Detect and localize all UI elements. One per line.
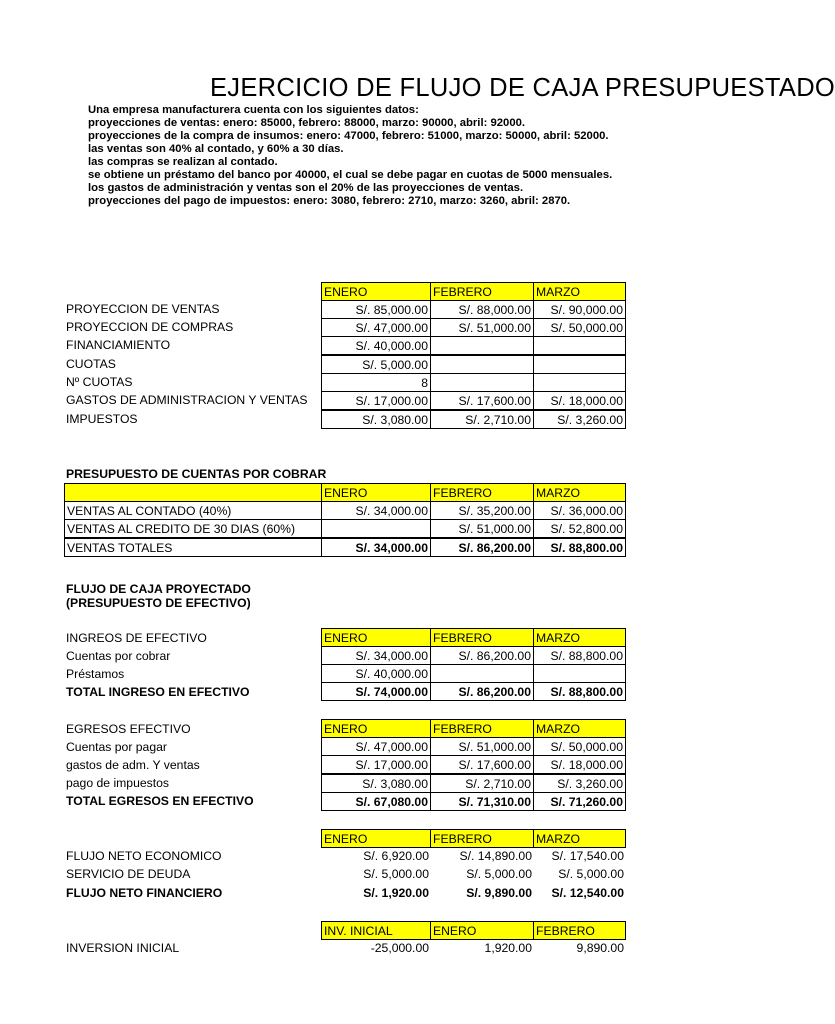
cell-value[interactable]: S/. 18,000.00 <box>533 391 626 410</box>
cell-value[interactable]: S/. 40,000.00 <box>321 664 431 683</box>
header-marzo[interactable]: MARZO <box>533 719 626 738</box>
cell-value[interactable] <box>533 664 626 683</box>
cell-value[interactable]: S/. 2,710.00 <box>430 410 534 429</box>
cell-value[interactable]: 9,890.00 <box>576 941 624 955</box>
row-label: pago de impuestos <box>66 776 169 790</box>
row-label: PROYECCION DE VENTAS <box>66 302 220 316</box>
cell-value[interactable]: S/. 6,920.00 <box>363 849 429 863</box>
cell-value[interactable]: S/. 52,800.00 <box>533 519 626 538</box>
cell-value[interactable]: S/. 18,000.00 <box>533 755 626 774</box>
cell-value[interactable] <box>533 355 626 374</box>
egresos-title: EGRESOS EFECTIVO <box>66 722 191 736</box>
intro-line: Una empresa manufacturera cuenta con los siguientes datos: <box>88 104 419 116</box>
cell-value[interactable]: S/. 36,000.00 <box>533 501 626 520</box>
row-label: SERVICIO DE DEUDA <box>66 867 191 881</box>
cell-value[interactable]: S/. 12,540.00 <box>551 886 624 900</box>
cell-value[interactable]: S/. 86,200.00 <box>430 682 534 701</box>
header-enero[interactable]: ENERO <box>321 628 431 647</box>
cell-value[interactable]: S/. 1,920.00 <box>363 886 429 900</box>
header-marzo[interactable]: MARZO <box>533 483 626 502</box>
row-label[interactable]: VENTAS AL CREDITO DE 30 DIAS (60%) <box>64 519 322 538</box>
cell-value[interactable]: S/. 2,710.00 <box>430 774 534 793</box>
cell-value[interactable]: S/. 5,000.00 <box>363 867 429 881</box>
row-label: GASTOS DE ADMINISTRACION Y VENTAS <box>66 393 308 407</box>
intro-line: las ventas son 40% al contado, y 60% a 30 días. <box>88 143 344 155</box>
cell-value[interactable]: 8 <box>321 373 431 392</box>
row-label: FINANCIAMIENTO <box>66 338 171 352</box>
header-enero[interactable]: ENERO <box>321 719 431 738</box>
cell-value[interactable] <box>321 519 431 538</box>
cell-value[interactable]: S/. 35,200.00 <box>430 501 534 520</box>
cell-value[interactable]: S/. 88,800.00 <box>533 538 626 557</box>
section-title-flujo: FLUJO DE CAJA PROYECTADO <box>66 582 251 596</box>
header-febrero[interactable]: FEBRERO <box>533 921 626 940</box>
cell-value[interactable]: S/. 88,800.00 <box>533 682 626 701</box>
header-febrero[interactable]: FEBRERO <box>430 282 534 301</box>
intro-line: proyecciones del pago de impuestos: enero: 3080, febrero: 2710, marzo: 3260, abril: 2870. <box>88 195 571 207</box>
cell-value[interactable]: S/. 5,000.00 <box>321 355 431 374</box>
cell-value[interactable]: S/. 86,200.00 <box>430 646 534 665</box>
row-label: TOTAL INGRESO EN EFECTIVO <box>66 685 250 699</box>
row-label: FLUJO NETO FINANCIERO <box>66 886 223 900</box>
cell-value[interactable]: S/. 88,000.00 <box>430 300 534 319</box>
intro-line: las compras se realizan al contado. <box>88 156 278 168</box>
cell-value[interactable]: S/. 40,000.00 <box>321 336 431 355</box>
cell-value[interactable]: S/. 17,600.00 <box>430 391 534 410</box>
cell-value[interactable] <box>430 373 534 392</box>
cell-value[interactable]: S/. 3,080.00 <box>321 410 431 429</box>
cell-value[interactable]: S/. 71,310.00 <box>430 792 534 811</box>
header-febrero[interactable]: FEBRERO <box>430 628 534 647</box>
header-febrero[interactable]: FEBRERO <box>430 829 534 848</box>
row-label: Préstamos <box>66 667 125 681</box>
cell-value[interactable]: S/. 47,000.00 <box>321 318 431 337</box>
row-label: CUOTAS <box>66 357 116 371</box>
document-title: EJERCICIO DE FLUJO DE CAJA PRESUPUESTADO <box>210 74 835 102</box>
cell-value[interactable]: S/. 5,000.00 <box>558 867 624 881</box>
cell-value[interactable]: S/. 9,890.00 <box>466 886 532 900</box>
header-febrero[interactable]: FEBRERO <box>430 719 534 738</box>
cell-value[interactable] <box>430 355 534 374</box>
row-label[interactable]: VENTAS AL CONTADO (40%) <box>64 501 322 520</box>
cell-value[interactable]: S/. 51,000.00 <box>430 737 534 756</box>
cell-value[interactable]: S/. 17,600.00 <box>430 755 534 774</box>
row-label: Cuentas por cobrar <box>66 649 171 663</box>
cell-value[interactable]: S/. 51,000.00 <box>430 318 534 337</box>
cell-value[interactable]: 1,920.00 <box>484 941 532 955</box>
cell-value[interactable]: S/. 5,000.00 <box>466 867 532 881</box>
cell-value[interactable] <box>430 664 534 683</box>
ingresos-title: INGREOS DE EFECTIVO <box>66 631 207 645</box>
cell-value[interactable]: S/. 71,260.00 <box>533 792 626 811</box>
cell-value[interactable]: S/. 34,000.00 <box>321 646 431 665</box>
cell-value[interactable]: S/. 3,260.00 <box>533 774 626 793</box>
header-enero[interactable]: ENERO <box>321 483 431 502</box>
row-label: FLUJO NETO ECONOMICO <box>66 849 222 863</box>
cell-value[interactable]: S/. 34,000.00 <box>321 501 431 520</box>
header-enero[interactable]: ENERO <box>321 282 431 301</box>
cell-value[interactable]: S/. 90,000.00 <box>533 300 626 319</box>
intro-line: proyecciones de ventas: enero: 85000, febrero: 88000, marzo: 90000, abril: 92000. <box>88 117 526 129</box>
row-label: gastos de adm. Y ventas <box>66 758 200 772</box>
cell-value[interactable]: S/. 14,890.00 <box>459 849 532 863</box>
cell-value[interactable]: S/. 74,000.00 <box>321 682 431 701</box>
row-label: IMPUESTOS <box>66 412 138 426</box>
cell-value[interactable]: S/. 86,200.00 <box>430 538 534 557</box>
row-label: PROYECCION DE COMPRAS <box>66 320 234 334</box>
cell-value[interactable]: S/. 3,260.00 <box>533 410 626 429</box>
header-marzo[interactable]: MARZO <box>533 282 626 301</box>
row-label: Nº CUOTAS <box>66 375 133 389</box>
cell-value[interactable]: S/. 67,080.00 <box>321 792 431 811</box>
cell-value[interactable]: S/. 88,800.00 <box>533 646 626 665</box>
cell-value[interactable]: S/. 50,000.00 <box>533 737 626 756</box>
header-blank[interactable] <box>64 483 322 502</box>
row-label: TOTAL EGRESOS EN EFECTIVO <box>66 794 254 808</box>
section-title-cxc: PRESUPUESTO DE CUENTAS POR COBRAR <box>66 467 327 481</box>
cell-value[interactable]: S/. 3,080.00 <box>321 774 431 793</box>
section-subtitle-flujo: (PRESUPUESTO DE EFECTIVO) <box>66 596 251 610</box>
cell-value[interactable]: S/. 17,000.00 <box>321 755 431 774</box>
row-label: Cuentas por pagar <box>66 740 167 754</box>
cell-value[interactable] <box>533 373 626 392</box>
row-label: INVERSION INICIAL <box>66 941 180 955</box>
cell-value[interactable]: S/. 17,000.00 <box>321 391 431 410</box>
intro-line: se obtiene un préstamo del banco por 40000, el cual se debe pagar en cuotas de 5000 mensuales. <box>88 169 613 181</box>
cell-value[interactable] <box>430 336 534 355</box>
header-enero[interactable]: ENERO <box>430 921 534 940</box>
header-inv-inicial[interactable]: INV. INICIAL <box>321 921 431 940</box>
cell-value[interactable]: S/. 85,000.00 <box>321 300 431 319</box>
row-label[interactable]: VENTAS TOTALES <box>64 538 322 557</box>
cell-value[interactable] <box>533 336 626 355</box>
intro-line: los gastos de administración y ventas son el 20% de las proyecciones de ventas. <box>88 182 524 194</box>
cell-value[interactable]: S/. 47,000.00 <box>321 737 431 756</box>
header-marzo[interactable]: MARZO <box>533 829 626 848</box>
cell-value[interactable]: S/. 50,000.00 <box>533 318 626 337</box>
header-marzo[interactable]: MARZO <box>533 628 626 647</box>
cell-value[interactable]: -25,000.00 <box>370 941 429 955</box>
header-febrero[interactable]: FEBRERO <box>430 483 534 502</box>
cell-value[interactable]: S/. 17,540.00 <box>551 849 624 863</box>
cell-value[interactable]: S/. 34,000.00 <box>321 538 431 557</box>
header-enero[interactable]: ENERO <box>321 829 431 848</box>
cell-value[interactable]: S/. 51,000.00 <box>430 519 534 538</box>
intro-line: proyecciones de la compra de insumos: enero: 47000, febrero: 51000, marzo: 50000, abril: 52000. <box>88 130 609 142</box>
